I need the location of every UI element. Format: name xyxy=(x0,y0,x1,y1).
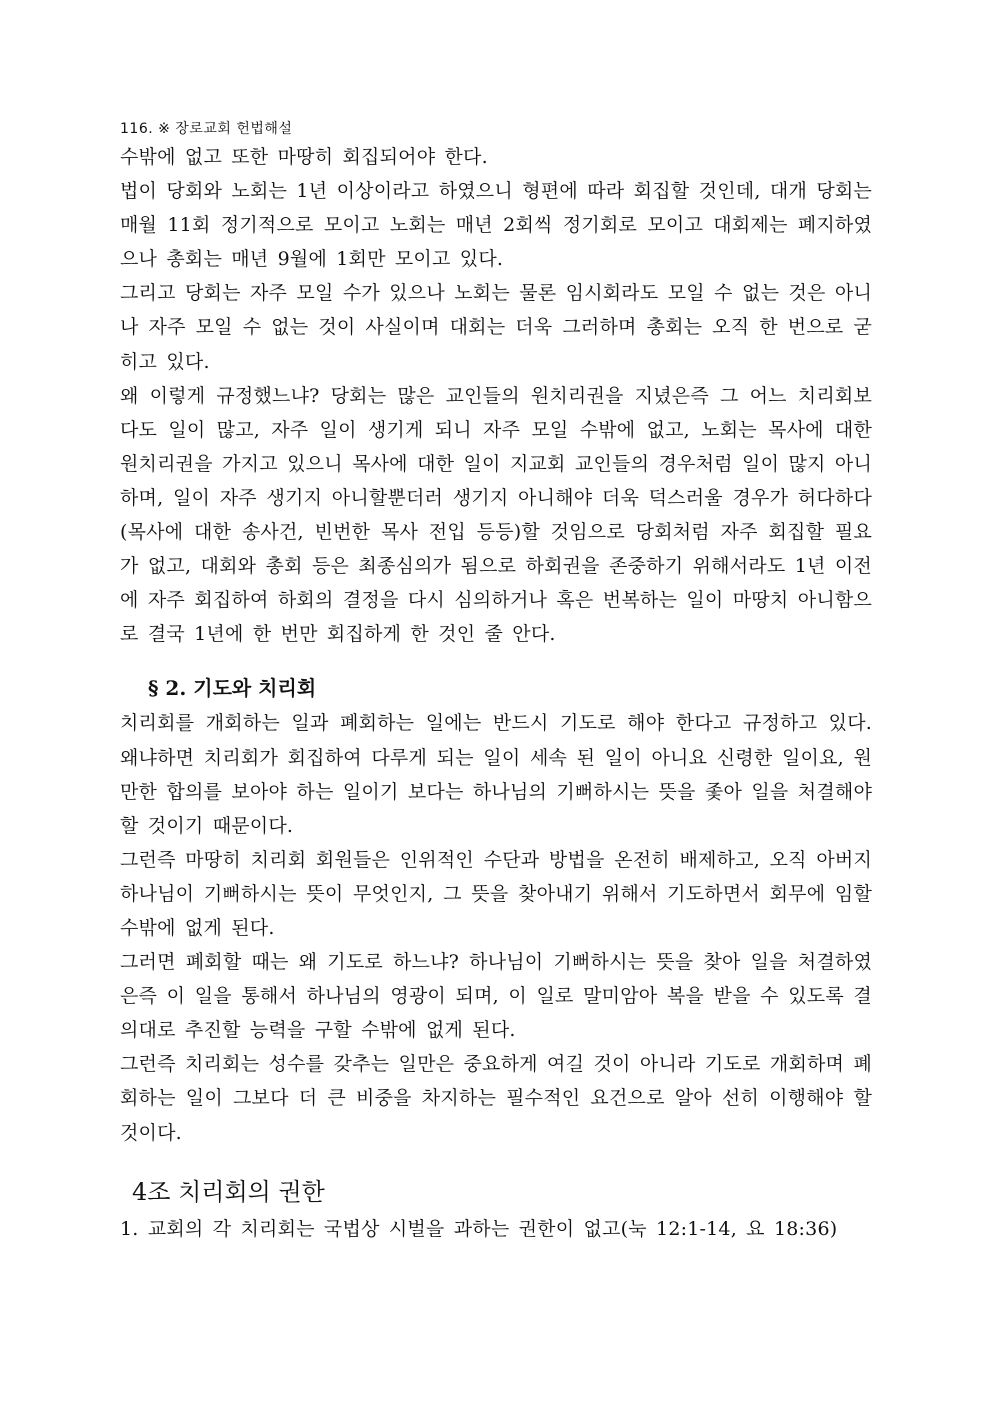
body-paragraph: 왜 이렇게 규정했느냐? 당회는 많은 교인들의 원치리권을 지녔은즉 그 어느 치리회보다도 일이 많고, 자주 일이 생기게 되니 자주 모일 수밖에 없고, 노회는 목사에 대한 원치리권을 가지고 있으니 목사에 대한 일이 지교회 교인들의 경우처럼 일이 많지 아니하며, 일이 자주 생기지 아니할뿐더러 생기지 아니해야 더욱 덕스러울 경우가 허다하다(목사에 대한 송사건, 빈번한 목사 전입 등등)할 것임으로 당회처럼 자주 회집할 필요가 없고, 대회와 총회 등은 최종심의가 됨으로 하회권을 존중하기 위해서라도 1년 이전에 자주 회집하여 하회의 결정을 다시 심의하거나 혹은 번복하는 일이 마땅치 아니함으로 결국 1년에 한 번만 회집하게 한 것인 줄 안다. xyxy=(120,384,872,646)
article-heading: 4조 치리회의 권한 xyxy=(132,1177,325,1206)
page-header: 116. ※ 장로교회 헌법해설 xyxy=(120,121,293,137)
section-paragraph: 그러면 폐회할 때는 왜 기도로 하느냐? 하나님이 기뻐하시는 뜻을 찾아 일을 처결하였은즉 이 일을 통해서 하나님의 영광이 되며, 이 일로 말미암아 복을 받을 수 있도록 결의대로 추진할 능력을 구할 수밖에 없게 된다. xyxy=(120,951,872,1042)
section-paragraph: 그런즉 치리회는 성수를 갖추는 일만은 중요하게 여길 것이 아니라 기도로 개회하며 폐회하는 일이 그보다 더 큰 비중을 차지하는 필수적인 요건으로 알아 선히 이행해야 할 것이다. xyxy=(120,1053,872,1144)
article-paragraph: 1. 교회의 각 치리회는 국법상 시벌을 과하는 권한이 없고(눅 12:1-14, 요 18:36) xyxy=(120,1217,838,1240)
body-paragraph: 법이 당회와 노회는 1년 이상이라고 하였으니 형편에 따라 회집할 것인데, 대개 당회는 매월 11회 정기적으로 모이고 노회는 매년 2회씩 정기회로 모이고 대회제는 폐지하였으나 총회는 매년 9월에 1회만 모이고 있다. xyxy=(120,180,872,271)
section-paragraph: 그런즉 마땅히 치리회 회원들은 인위적인 수단과 방법을 온전히 배제하고, 오직 아버지 하나님이 기뻐하시는 뜻이 무엇인지, 그 뜻을 찾아내기 위해서 기도하면서 회무에 임할 수밖에 없게 된다. xyxy=(120,848,872,939)
section-heading: § 2. 기도와 치리회 xyxy=(148,676,317,701)
body-paragraph: 수밖에 없고 또한 마땅히 회집되어야 한다. xyxy=(120,146,488,168)
body-paragraph: 그리고 당회는 자주 모일 수가 있으나 노회는 물론 임시회라도 모일 수 없는 것은 아니나 자주 모일 수 없는 것이 사실이며 대회는 더욱 그러하며 총회는 오직 한 번으로 굳히고 있다. xyxy=(120,282,872,373)
document-body xyxy=(120,140,872,1246)
section-paragraph: 치리회를 개회하는 일과 폐회하는 일에는 반드시 기도로 해야 한다고 규정하고 있다. 왜냐하면 치리회가 회집하여 다루게 되는 일이 세속 된 일이 아니요 신령한 일이요, 원만한 합의를 보아야 하는 일이기 보다는 하나님의 기뻐하시는 뜻을 좇아 일을 처결해야 할 것이기 때문이다. xyxy=(120,712,872,837)
